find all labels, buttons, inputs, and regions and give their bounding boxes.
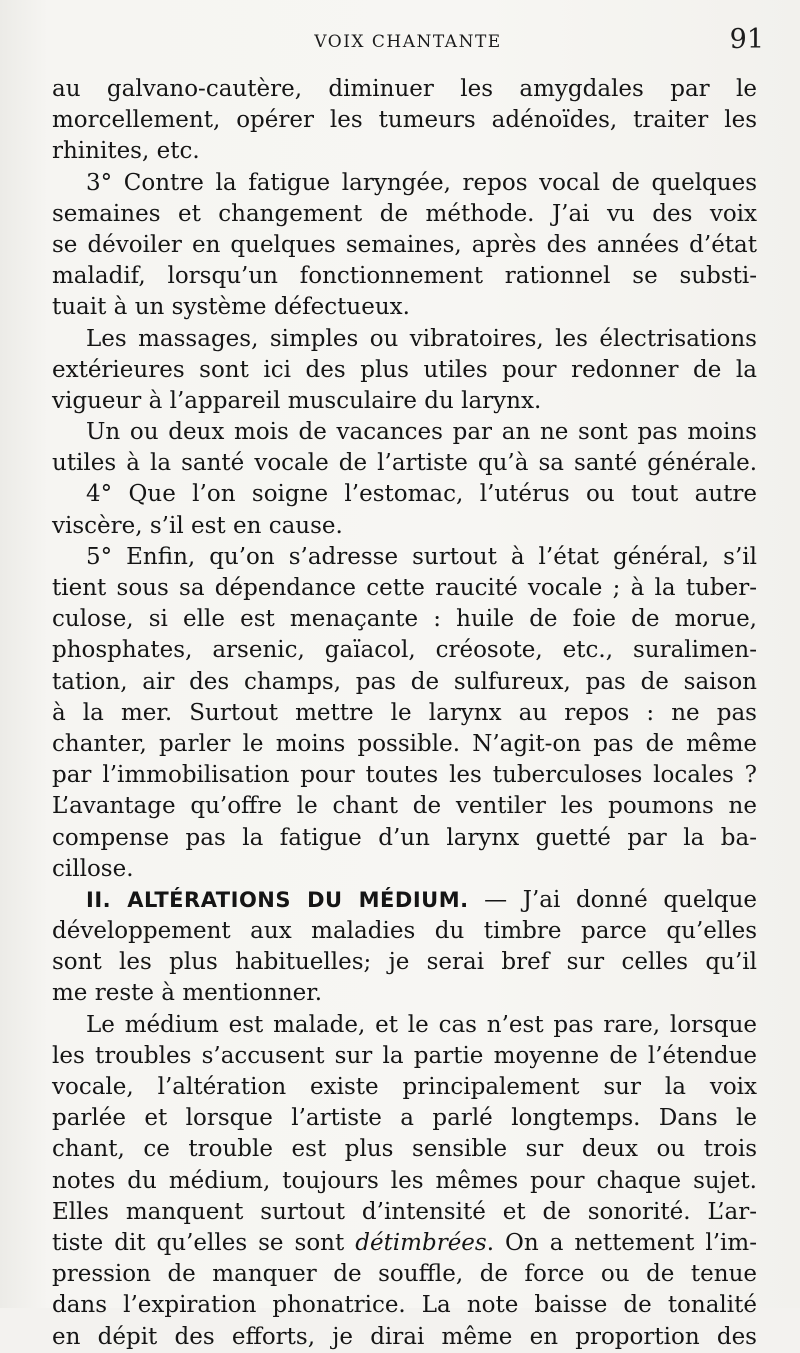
running-title: VOIX CHANTANTE <box>314 32 502 52</box>
text-fragment: tiste dit qu’elles se sont <box>52 1229 356 1256</box>
text-line: Les massages, simples ou vibratoires, les électrisations <box>86 325 757 352</box>
section-heading-continuation: — J’ai donné quelque <box>468 886 757 913</box>
text-line: Un ou deux mois de vacances par an ne sont pas moins <box>86 419 757 446</box>
text-line: tation, air des champs, pas de sulfureux, pas de saison <box>52 668 757 695</box>
text-line: dans l’expiration phonatrice. La note baisse de tonalité <box>52 1292 757 1319</box>
text-line: compense pas la fatigue d’un larynx guetté par la ba- <box>52 824 757 851</box>
text-line: parlée et lorsque l’artiste a parlé longtemps. Dans le <box>52 1105 757 1132</box>
text-line: culose, si elle est menaçante : huile de foie de morue, <box>52 606 757 633</box>
text-line: utiles à la santé vocale de l’artiste qu’à sa santé générale. <box>52 450 757 477</box>
text-line: se dévoiler en quelques semaines, après des années d’état <box>52 231 757 258</box>
text-line: vigueur à l’appareil musculaire du larynx. <box>52 387 542 414</box>
text-line: me reste à mentionner. <box>52 980 323 1007</box>
text-line: vocale, l’altération existe principalement sur la voix <box>52 1074 757 1100</box>
text-line: sont les plus habituelles; je serai bref sur celles qu’il <box>52 949 757 976</box>
italic-term: détimbrées <box>355 1229 487 1256</box>
text-line: rhinites, etc. <box>52 138 200 165</box>
text-line: en dépit des efforts, je dirai même en proportion des <box>52 1323 757 1350</box>
body-text <box>52 74 757 1353</box>
text-line: Elles manquent surtout d’intensité et de sonorité. L’ar- <box>52 1198 757 1225</box>
page-number: 91 <box>729 24 764 55</box>
text-line-with-italic <box>52 1228 757 1259</box>
text-line: développement aux maladies du timbre parce qu’elles <box>52 918 757 945</box>
text-line: chanter, parler le moins possible. N’agit-on pas de même <box>52 730 757 757</box>
text-line: 3° Contre la fatigue laryngée, repos vocal de quelques <box>86 169 757 196</box>
text-line: Le médium est malade, et le cas n’est pas rare, lorsque <box>86 1011 757 1038</box>
text-line: extérieures sont ici des plus utiles pour redonner de la <box>52 356 757 383</box>
page-header <box>52 22 764 62</box>
text-line: par l’immobilisation pour toutes les tuberculoses locales ? <box>52 762 757 789</box>
text-line: tuait à un système défectueux. <box>52 294 410 321</box>
text-line: viscère, s’il est en cause. <box>52 512 343 539</box>
text-line: L’avantage qu’offre le chant de ventiler les poumons ne <box>52 793 757 820</box>
text-line: chant, ce trouble est plus sensible sur deux ou trois <box>52 1136 757 1163</box>
text-line: les troubles s’accusent sur la partie moyenne de l’étendue <box>52 1042 757 1069</box>
text-line: au galvano-cautère, diminuer les amygdales par le <box>52 76 757 102</box>
text-line: tient sous sa dépendance cette raucité vocale ; à la tuber- <box>52 575 757 601</box>
text-line: maladif, lorsqu’un fonctionnement rationnel se substi- <box>52 263 757 290</box>
text-line: 4° Que l’on soigne l’estomac, l’utérus ou tout autre <box>86 481 757 508</box>
text-line: notes du médium, toujours les mêmes pour chaque sujet. <box>52 1167 757 1194</box>
text-line: semaines et changement de méthode. J’ai vu des voix <box>52 200 757 227</box>
section-heading-line <box>52 885 757 916</box>
text-line: à la mer. Surtout mettre le larynx au repos : ne pas <box>52 699 757 726</box>
text-line: pression de manquer de souffle, de force ou de tenue <box>52 1261 757 1288</box>
text-line: morcellement, opérer les tumeurs adénoïdes, traiter les <box>52 107 757 134</box>
section-heading: II. ALTÉRATIONS DU MÉDIUM. <box>86 887 469 912</box>
text-fragment: . On a nettement l’im- <box>486 1229 757 1256</box>
text-line: 5° Enfin, qu’on s’adresse surtout à l’état général, s’il <box>86 543 757 570</box>
text-line: phosphates, arsenic, gaïacol, créosote, etc., suralimen- <box>52 637 757 664</box>
text-line: cillose. <box>52 855 134 882</box>
